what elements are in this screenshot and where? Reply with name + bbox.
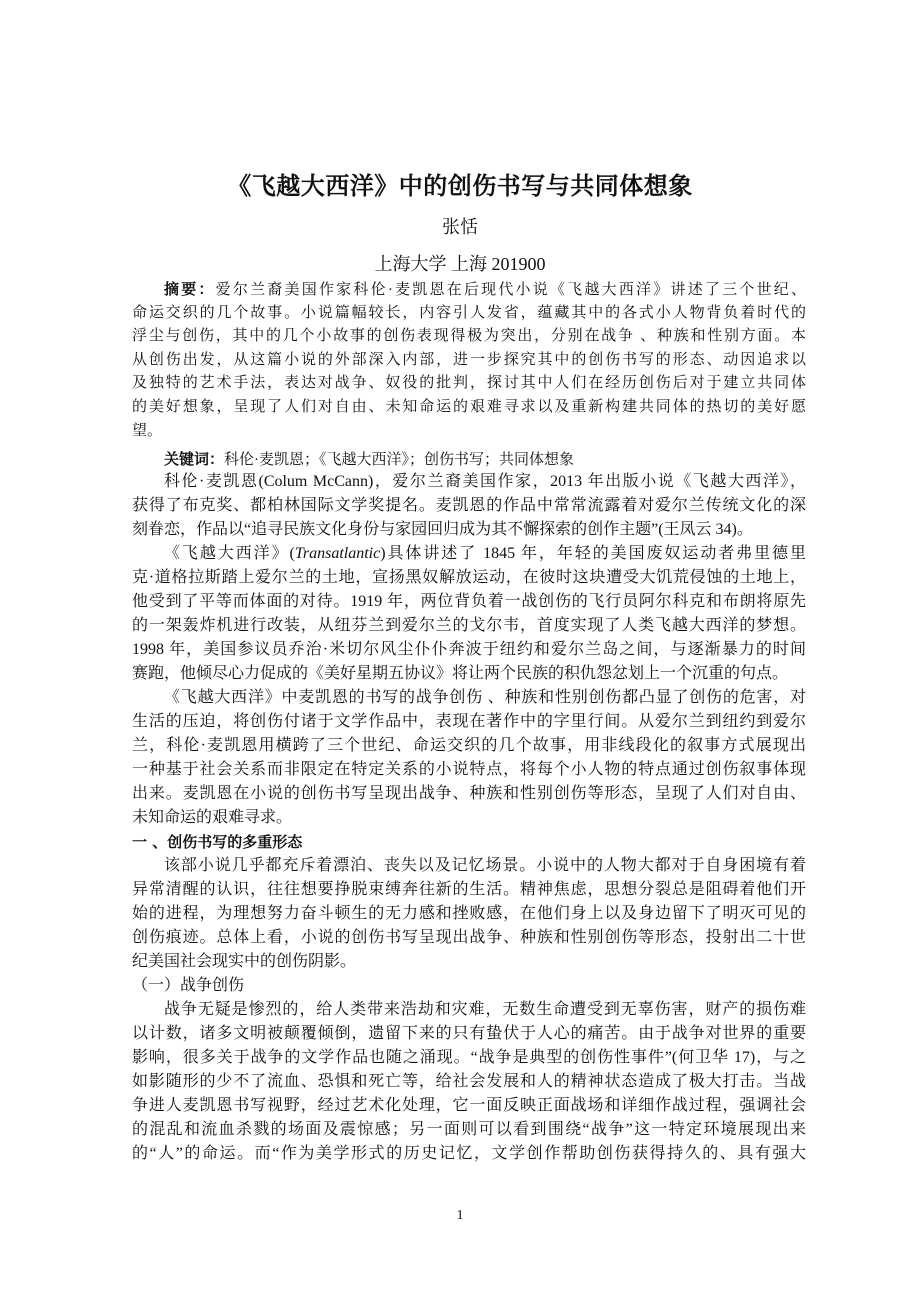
paragraph-line: 争进人麦凯恩书写视野，经过艺术化处理，它一面反映正面战场和详细作战过程，强调社会	[132, 1097, 806, 1114]
section-heading: 一 、创伤书写的多重形态	[132, 833, 303, 851]
paragraph-line: 克·道格拉斯踏上爱尔兰的土地，宣扬黑奴解放运动，在彼时这块遭受大饥荒侵蚀的土地上，	[132, 569, 806, 586]
abstract-line	[132, 420, 806, 444]
paragraph-line: 该部小说几乎都充斥着漂泊、丧失以及记忆场景。小说中的人物大都对于自身困境有着	[164, 857, 806, 874]
paragraph-line: 战争无疑是惨烈的，给人类带来浩劫和灾难，无数生命遭受到无辜伤害，财产的损伤难	[164, 1001, 806, 1018]
paragraph-line: 科伦·麦凯恩(Colum McCann)，爱尔兰裔美国作家，2013 年出版小说《飞越大西洋》，	[164, 473, 806, 490]
abstract-text: 浮尘与创伤，其中的几个小故事的创伤表现得极为突出，分别在战争 、种族和性别方面。本	[132, 328, 806, 345]
abstract-line	[132, 349, 806, 373]
abstract-line	[132, 325, 806, 349]
paragraph-line: 兰，科伦·麦凯恩用横跨了三个世纪、命运交织的几个故事，用非线段化的叙事方式展现出	[132, 737, 806, 754]
paragraph-line: 未知命运的艰难寻求。	[132, 809, 293, 826]
paragraph-line	[132, 542, 806, 566]
abstract-label: 摘要：	[164, 280, 216, 298]
abstract-text: 爱尔兰裔美国作家科伦·麦凯恩在后现代小说《飞越大西洋》讲述了三个世纪、	[215, 282, 806, 298]
subsection-heading: （一）战争创伤	[132, 977, 245, 994]
paragraph-line: 异常清醒的认识，往往想要挣脱束缚奔往新的生活。精神焦虑，思想分裂总是阻碍着他们开	[132, 881, 806, 898]
paragraph-line: 的“人”的命运。而“作为美学形式的历史记忆，文学创作帮助创伤获得持久的、具有强大	[132, 1145, 806, 1162]
paragraph-line: 他受到了平等而体面的对待。1919 年，两位背负着一战创伤的飞行员阿尔科克和布朗将原先	[132, 593, 806, 610]
abstract-line	[132, 278, 806, 302]
abstract-text: 命运交织的几个故事。小说篇幅较长，内容引人发省，蕴藏其中的各式小人物背负着时代的	[132, 304, 806, 321]
abstract	[132, 278, 806, 443]
paragraph-line: 的一架轰炸机进行改装，从纽芬兰到爱尔兰的戈尔韦，首度实现了人类飞越大西洋的梦想。	[132, 617, 806, 634]
abstract-text: 及独特的艺术手法，表达对战争、奴役的批判，探讨其中人们在经历创伤后对于建立共同体	[132, 375, 806, 392]
abstract-text: 从创伤出发，从这篇小说的外部深入内部，进一步探究其中的创伤书写的形态、动因追求以	[132, 351, 806, 368]
paragraph-line: 始的进程，为理想努力奋斗顿生的无力感和挫败感，在他们身上以及身边留下了明灭可见的	[132, 905, 806, 922]
paragraph-line: 如影随形的少不了流血、恐惧和死亡等，给社会发展和人的精神状态造成了极大打击。当战	[132, 1073, 806, 1090]
italic-title: Transatlantic	[294, 545, 381, 562]
paragraph-line: 纪美国社会现实中的创伤阴影。	[132, 953, 357, 970]
text-segment: 《飞越大西洋》(	[164, 545, 295, 562]
abstract-line	[132, 372, 806, 396]
body-text	[132, 470, 806, 1166]
abstract-line	[132, 396, 806, 420]
paragraph-line: 的混乱和流血杀戮的场面及震惊感；另一面则可以看到围绕“战争”这一特定环境展现出来	[132, 1121, 806, 1138]
keywords-label: 关键词：	[164, 450, 225, 468]
paragraph-line: 生活的压迫，将创伤付诸于文学作品中，表现在著作中的字里行间。从爱尔兰到纽约到爱尔	[132, 713, 806, 730]
paragraph-line: 《飞越大西洋》中麦凯恩的书写的战争创伤 、种族和性别创伤都凸显了创伤的危害，对	[164, 689, 806, 706]
author-name: 张恬	[442, 217, 478, 237]
paragraph-line: 获得了布克奖、都柏林国际文学奖提名。麦凯恩的作品中常常流露着对爱尔兰传统文化的深	[132, 497, 806, 514]
page-number: 1	[456, 1208, 464, 1223]
paragraph-line: 创伤痕迹。总体上看，小说的创伤书写呈现出战争、种族和性别创伤等形态，投射出二十世	[132, 929, 806, 946]
paragraph-line: 刻眷恋，作品以“追寻民族文化身份与家园回归成为其不懈探索的创作主题”(王凤云 34)。	[132, 521, 753, 538]
paragraph-line: 一种基于社会关系而非限定在特定关系的小说特点，将每个小人物的特点通过创伤叙事体现	[132, 761, 806, 778]
paragraph-line: 1998 年，美国参议员乔治·米切尔风尘仆仆奔波于纽约和爱尔兰岛之间，与逐渐暴力的时间	[132, 641, 806, 658]
text-segment: )具体讲述了 1845 年，年轻的美国废奴运动者弗里德里	[380, 545, 806, 562]
abstract-line	[132, 302, 806, 326]
paragraph-line: 出来。麦凯恩在小说的创伤书写呈现出战争、种族和性别创伤等形态，呈现了人们对自由、	[132, 785, 806, 802]
keywords-text: 科伦·麦凯恩；《飞越大西洋》；创伤书写；共同体想象	[224, 452, 575, 468]
paragraph-line: 赛跑，他倾尽心力促成的《美好星期五协议》将让两个民族的积仇怨忿划上一个沉重的句点。	[132, 665, 789, 682]
author-affiliation: 上海大学 上海 201900	[374, 254, 546, 274]
paragraph-line: 影响，很多关于战争的文学作品也随之涌现。“战争是典型的创伤性事件”(何卫华 17)，与之	[132, 1049, 806, 1066]
keywords-line	[132, 447, 806, 471]
paragraph-line: 以计数，诸多文明被颠覆倾倒，遗留下来的只有蛰伏于人心的痛苦。由于战争对世界的重要	[132, 1025, 806, 1042]
abstract-text: 望。	[132, 422, 163, 439]
paper-title: 《飞越大西洋》中的创伤书写与共同体想象	[227, 172, 693, 200]
keywords	[132, 447, 806, 471]
abstract-text: 的美好想象，呈现了人们对自由、未知命运的艰难寻求以及重新构建共同体的热切的美好愿	[132, 398, 806, 415]
